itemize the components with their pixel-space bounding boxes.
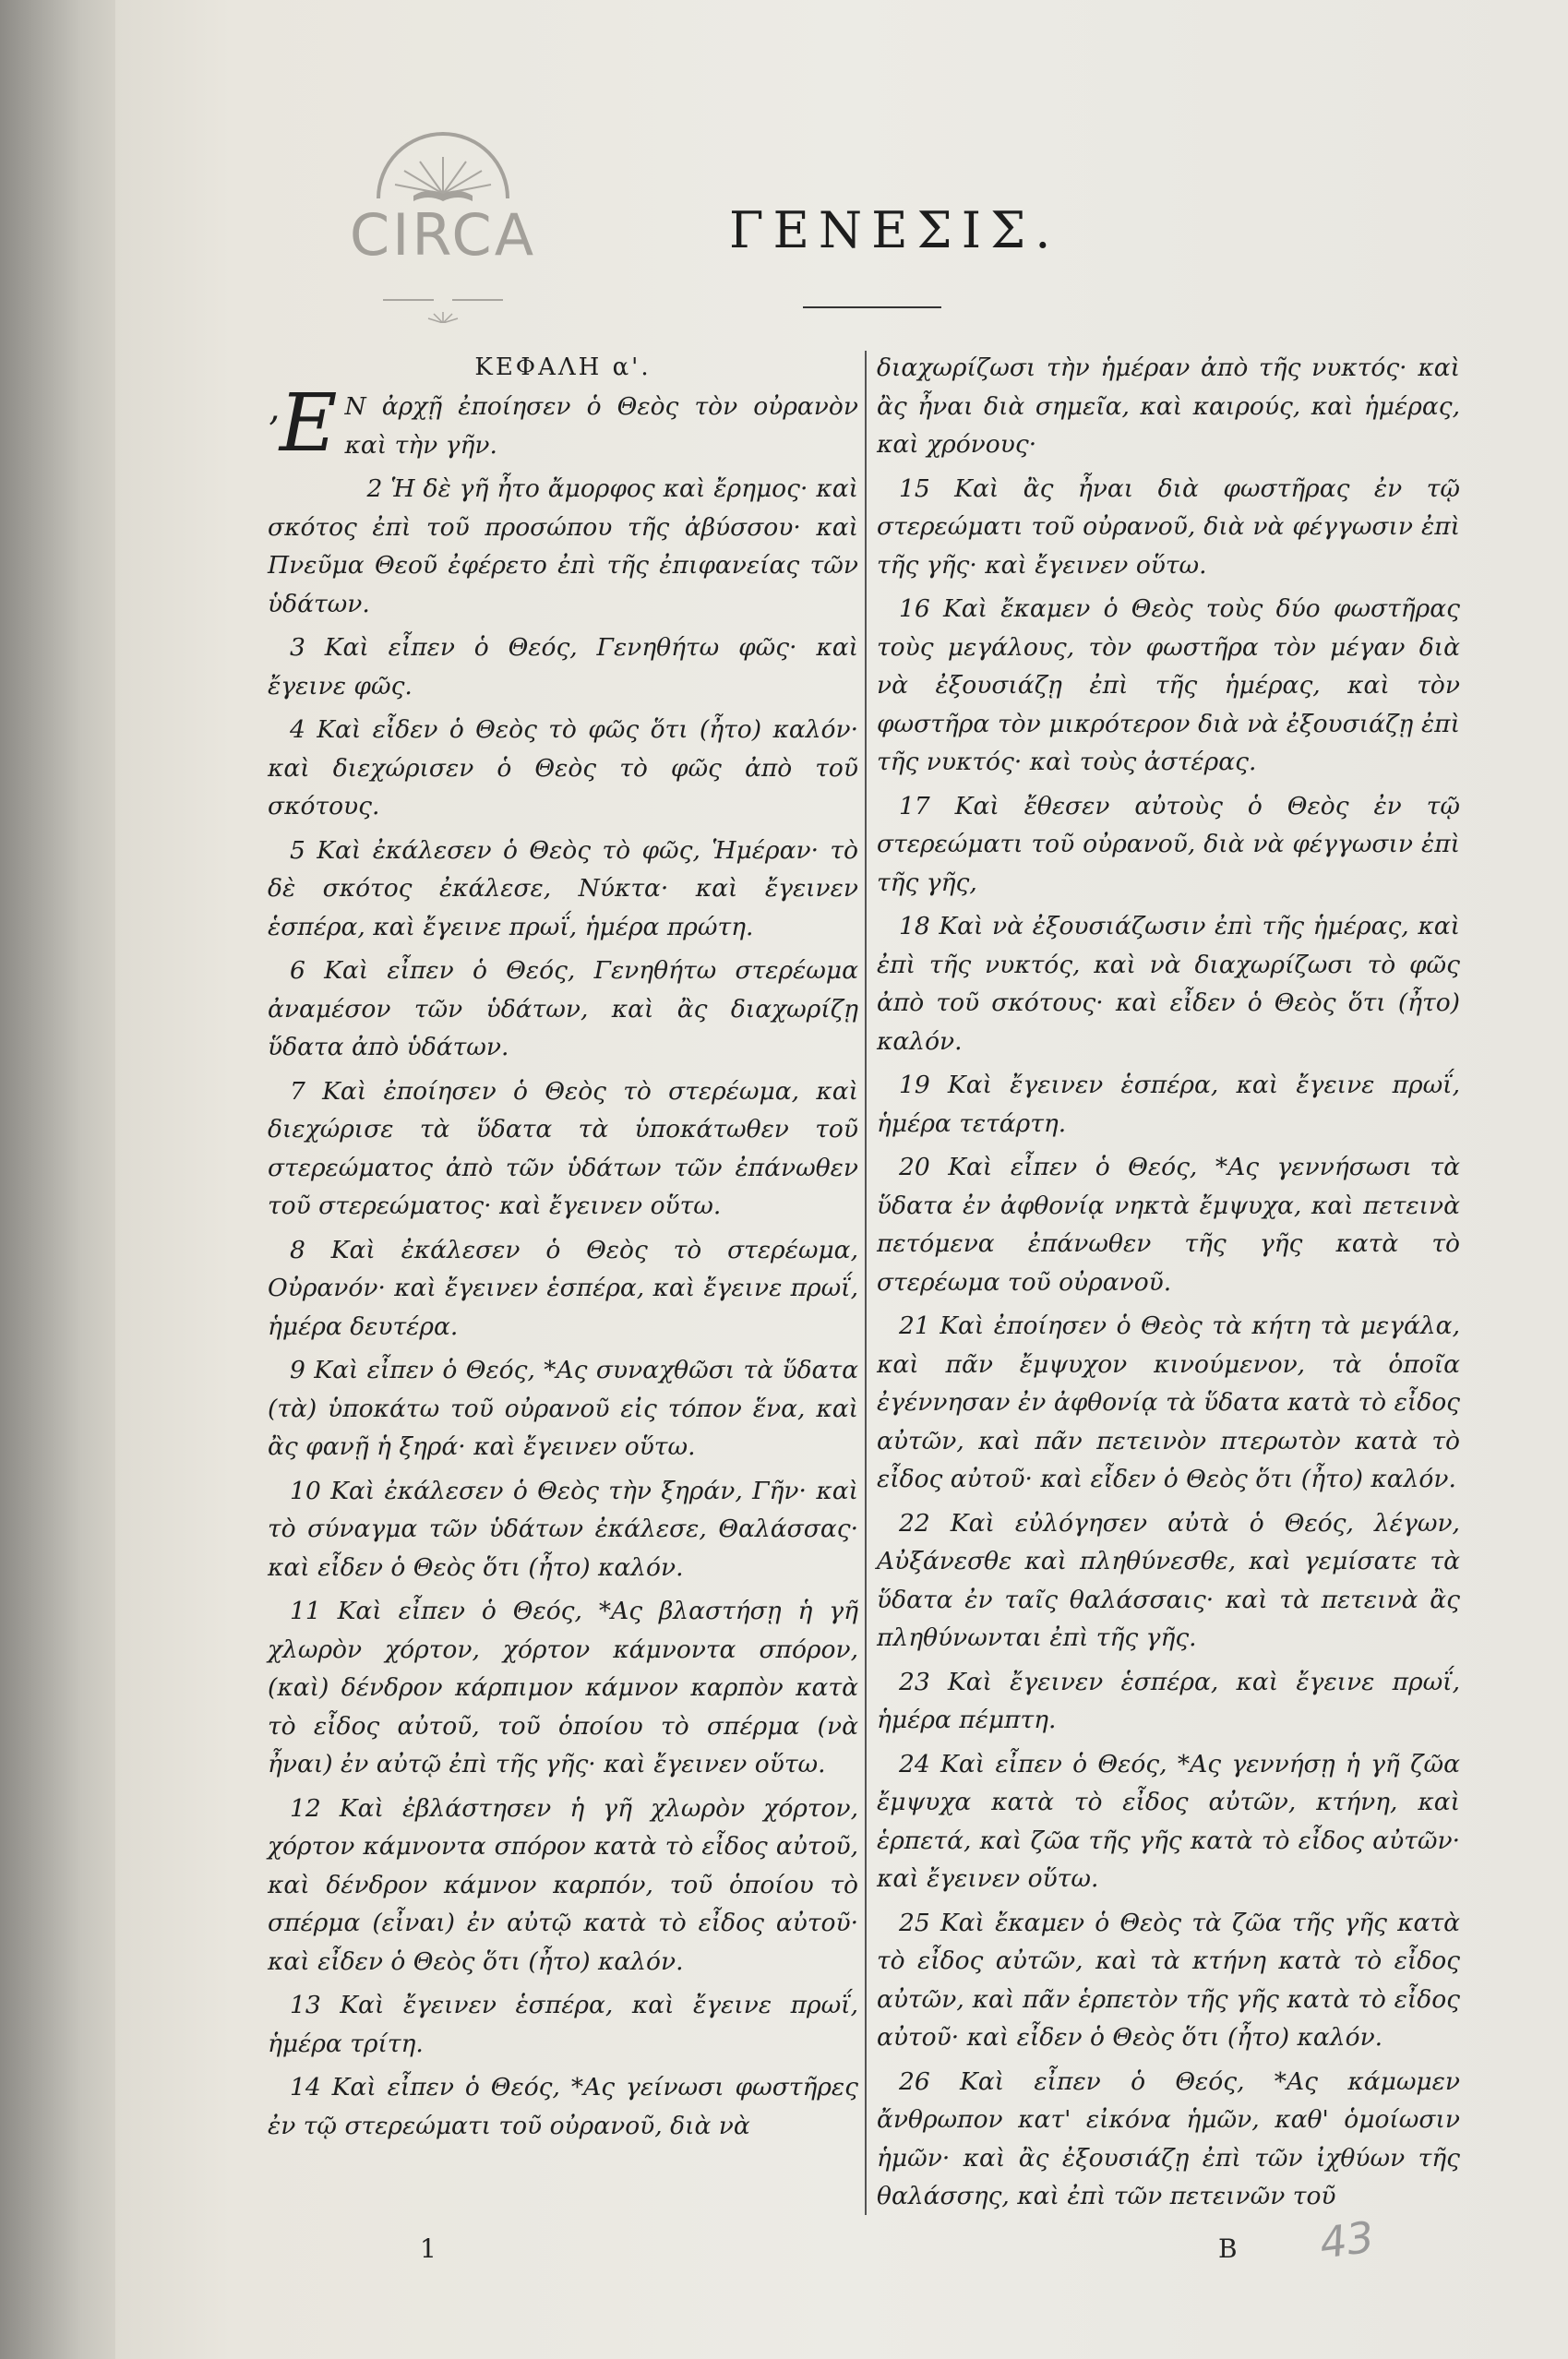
verse-7: 7 Καὶ ἐποίησεν ὁ Θεὸς τὸ στερέωμα, καὶ διεχώρισε τὰ ὕδατα τὰ ὑποκάτωθεν τοῦ στερεώματος ἀπὸ τῶν ὑδάτων τῶν ἐπάνωθεν τοῦ στερεώματος· καὶ ἔγεινεν οὕτω.: [268, 1076, 858, 1220]
verse-11: 11 Καὶ εἶπεν ὁ Θεός, *Ας βλαστήσῃ ἡ γῆ χλωρὸν χόρτον, χόρτον κάμνοντα σπόρον, (καὶ) δένδρον κάρπιμον κάμνον καρπὸν κατὰ τὸ εἶδος αὐτοῦ, τοῦ ὁποίου τὸ σπέρμα (νὰ ἦναι) ἐν αὐτῷ ἐπὶ τῆς γῆς· καὶ ἔγεινεν οὕτω.: [268, 1597, 858, 1778]
verse-24: 24 Καὶ εἶπεν ὁ Θεός, *Ας γεννήσῃ ἡ γῆ ζῶα ἔμψυχα κατὰ τὸ εἶδος αὐτῶν, κτήνη, καὶ ἑρπετά, καὶ ζῶα τῆς γῆς κατὰ τὸ εἶδος αὐτῶν· καὶ ἔγεινεν οὕτω.: [877, 1749, 1460, 1893]
drop-cap-apostrophe: ’: [268, 410, 280, 452]
verse-23: 23 Καὶ ἔγεινεν ἑσπέρα, καὶ ἔγεινε πρωΐ, ἡμέρα πέμπτη.: [877, 1667, 1460, 1734]
page-binding-shadow: [0, 0, 115, 2359]
verse-9: 9 Καὶ εἶπεν ὁ Θεός, *Ας συναχθῶσι τὰ ὕδατα (τὰ) ὑποκάτω τοῦ οὐρανοῦ εἰς τόπον ἕνα, καὶ ἂς φανῇ ἡ ξηρά· καὶ ἔγεινεν οὕτω.: [268, 1356, 858, 1461]
verse-8: 8 Καὶ ἐκάλεσεν ὁ Θεὸς τὸ στερέωμα, Οὐρανόν· καὶ ἔγεινεν ἑσπέρα, καὶ ἔγεινε πρωΐ, ἡμέρα δευτέρα.: [268, 1235, 858, 1341]
signature-mark: B: [1218, 2233, 1238, 2264]
verse-10: 10 Καὶ ἐκάλεσεν ὁ Θεὸς τὴν ξηράν, Γῆν· καὶ τὸ σύναγμα τῶν ὑδάτων ἐκάλεσε, Θαλάσσας· καὶ εἶδεν ὁ Θεὸς ὅτι (ἦτο) καλόν.: [268, 1476, 858, 1582]
verse-18: 18 Καὶ νὰ ἐξουσιάζωσιν ἐπὶ τῆς ἡμέρας, καὶ ἐπὶ τῆς νυκτός, καὶ νὰ διαχωρίζωσι τὸ φῶς ἀπὸ τοῦ σκότους· καὶ εἶδεν ὁ Θεὸς ὅτι (ἦτο) καλόν.: [877, 912, 1460, 1056]
book-title: ΓΕΝΕΣΙΣ.: [729, 201, 1060, 259]
verse-13: 13 Καὶ ἔγεινεν ἑσπέρα, καὶ ἔγεινε πρωΐ, ἡμέρα τρίτη.: [268, 1991, 858, 2058]
circa-watermark-logo: [332, 129, 554, 323]
right-column: [877, 349, 1460, 2221]
verse-1: [268, 377, 858, 470]
title-divider: [803, 306, 941, 308]
chapter-heading: ΚΕΦΑΛΗ α'.: [474, 353, 652, 381]
verse-22: 22 Καὶ εὐλόγησεν αὐτὰ ὁ Θεός, λέγων, Αὐξάνεσθε καὶ πληθύνεσθε, καὶ γεμίσατε τὰ ὕδατα ἐν ταῖς θαλάσσαις· καὶ τὰ πετεινὰ ἂς πληθύνωνται ἐπὶ τῆς γῆς.: [877, 1508, 1460, 1652]
verse-2: 2 Ἡ δὲ γῆ ἦτο ἄμορφος καὶ ἔρημος· καὶ σκότος ἐπὶ τοῦ προσώπου τῆς ἀβύσσου· καὶ Πνεῦμα Θεοῦ ἐφέρετο ἐπὶ τῆς ἐπιφανείας τῶν ὑδάτων.: [268, 474, 858, 618]
verse-26: 26 Καὶ εἶπεν ὁ Θεός, *Ας κάμωμεν ἄνθρωπον κατ' εἰκόνα ἡμῶν, καθ' ὁμοίωσιν ἡμῶν· καὶ ἂς ἐξουσιάζῃ ἐπὶ τῶν ἰχθύων τῆς θαλάσσης, καὶ ἐπὶ τῶν πετεινῶν τοῦ: [877, 2066, 1460, 2210]
verse-25: 25 Καὶ ἔκαμεν ὁ Θεὸς τὰ ζῶα τῆς γῆς κατὰ τὸ εἶδος αὐτῶν, καὶ τὰ κτήνη κατὰ τὸ εἶδος αὐτῶν, καὶ πᾶν ἑρπετὸν τῆς γῆς κατὰ τὸ εἶδος αὐτοῦ· καὶ εἶδεν ὁ Θεὸς ὅτι (ἦτο) καλόν.: [877, 1908, 1460, 2052]
verse-14-cont: διαχωρίζωσι τὴν ἡμέραν ἀπὸ τῆς νυκτός· καὶ ἂς ἦναι διὰ σημεῖα, καὶ καιρούς, καὶ ἡμέρας, καὶ χρόνους·: [877, 353, 1460, 459]
verse-17: 17 Καὶ ἔθεσεν αὐτοὺς ὁ Θεὸς ἐν τῷ στερεώματι τοῦ οὐρανοῦ, διὰ νὰ φέγγωσιν ἐπὶ τῆς γῆς,: [877, 791, 1460, 897]
drop-cap-letter: Ε: [279, 377, 338, 470]
page-number: 1: [420, 2233, 437, 2264]
pencil-annotation: 43: [1316, 2211, 1378, 2269]
verse-15: 15 Καὶ ἂς ἦναι διὰ φωστῆρας ἐν τῷ στερεώματι τοῦ οὐρανοῦ, διὰ νὰ φέγγωσιν ἐπὶ τῆς γῆς· καὶ ἔγεινεν οὕτω.: [877, 473, 1460, 580]
verse-5: 5 Καὶ ἐκάλεσεν ὁ Θεὸς τὸ φῶς, Ἡμέραν· τὸ δὲ σκότος ἐκάλεσε, Νύκτα· καὶ ἔγεινεν ἑσπέρα, καὶ ἔγεινε πρωΐ, ἡμέρα πρώτη.: [268, 835, 858, 941]
left-column: [268, 349, 858, 2150]
verse-text: Ν ἀρχῇ ἐποίησεν ὁ Θεὸς τὸν οὐρανὸν καὶ τὴν γῆν.: [344, 392, 858, 460]
drop-cap: [268, 377, 338, 471]
circa-logo-text: CIRCA: [349, 201, 537, 269]
verse-3: 3 Καὶ εἶπεν ὁ Θεός, Γενηθήτω φῶς· καὶ ἔγεινε φῶς.: [268, 633, 858, 701]
verse-14: 14 Καὶ εἶπεν ὁ Θεός, *Ας γείνωσι φωστῆρες ἐν τῷ στερεώματι τοῦ οὐρανοῦ, διὰ νὰ: [268, 2073, 858, 2140]
verse-20: 20 Καὶ εἶπεν ὁ Θεός, *Ας γεννήσωσι τὰ ὕδατα ἐν ἀφθονίᾳ νηκτὰ ἔμψυχα, καὶ πετεινὰ πετόμενα ἐπάνωθεν τῆς γῆς κατὰ τὸ στερέωμα τοῦ οὐρανοῦ.: [877, 1153, 1460, 1297]
verse-19: 19 Καὶ ἔγεινεν ἑσπέρα, καὶ ἔγεινε πρωΐ, ἡμέρα τετάρτη.: [877, 1071, 1460, 1138]
column-divider: [865, 351, 867, 2215]
verse-16: 16 Καὶ ἔκαμεν ὁ Θεὸς τοὺς δύο φωστῆρας τοὺς μεγάλους, τὸν φωστῆρα τὸν μέγαν διὰ νὰ ἐξουσιάζῃ ἐπὶ τῆς ἡμέρας, καὶ τὸν φωστῆρα τὸν μικρότερον διὰ νὰ ἐξουσιάζῃ ἐπὶ τῆς νυκτός· καὶ τοὺς ἀστέρας.: [877, 594, 1460, 776]
verse-12: 12 Καὶ ἐβλάστησεν ἡ γῆ χλωρὸν χόρτον, χόρτον κάμνοντα σπόρον κατὰ τὸ εἶδος αὐτοῦ, καὶ δένδρον κάμνον καρπόν, τοῦ ὁποίου τὸ σπέρμα (εἶναι) ἐν αὐτῷ κατὰ τὸ εἶδος αὐτοῦ· καὶ εἶδεν ὁ Θεὸς ὅτι (ἦτο) καλόν.: [268, 1793, 858, 1976]
verse-21: 21 Καὶ ἐποίησεν ὁ Θεὸς τὰ κήτη τὰ μεγάλα, καὶ πᾶν ἔμψυχον κινούμενον, τὰ ὁποῖα ἐγέννησαν ἐν ἀφθονίᾳ τὰ ὕδατα κατὰ τὸ εἶδος αὐτῶν, καὶ πᾶν πετεινὸν πτερωτὸν κατὰ τὸ εἶδος αὐτοῦ· καὶ εἶδεν ὁ Θεὸς ὅτι (ἦτο) καλόν.: [877, 1311, 1460, 1493]
verse-6: 6 Καὶ εἶπεν ὁ Θεός, Γενηθήτω στερέωμα ἀναμέσον τῶν ὑδάτων, καὶ ἂς διαχωρίζῃ ὕδατα ἀπὸ ὑδάτων.: [268, 956, 858, 1061]
verse-4: 4 Καὶ εἶδεν ὁ Θεὸς τὸ φῶς ὅτι (ἦτο) καλόν· καὶ διεχώρισεν ὁ Θεὸς τὸ φῶς ἀπὸ τοῦ σκότους.: [268, 715, 858, 820]
